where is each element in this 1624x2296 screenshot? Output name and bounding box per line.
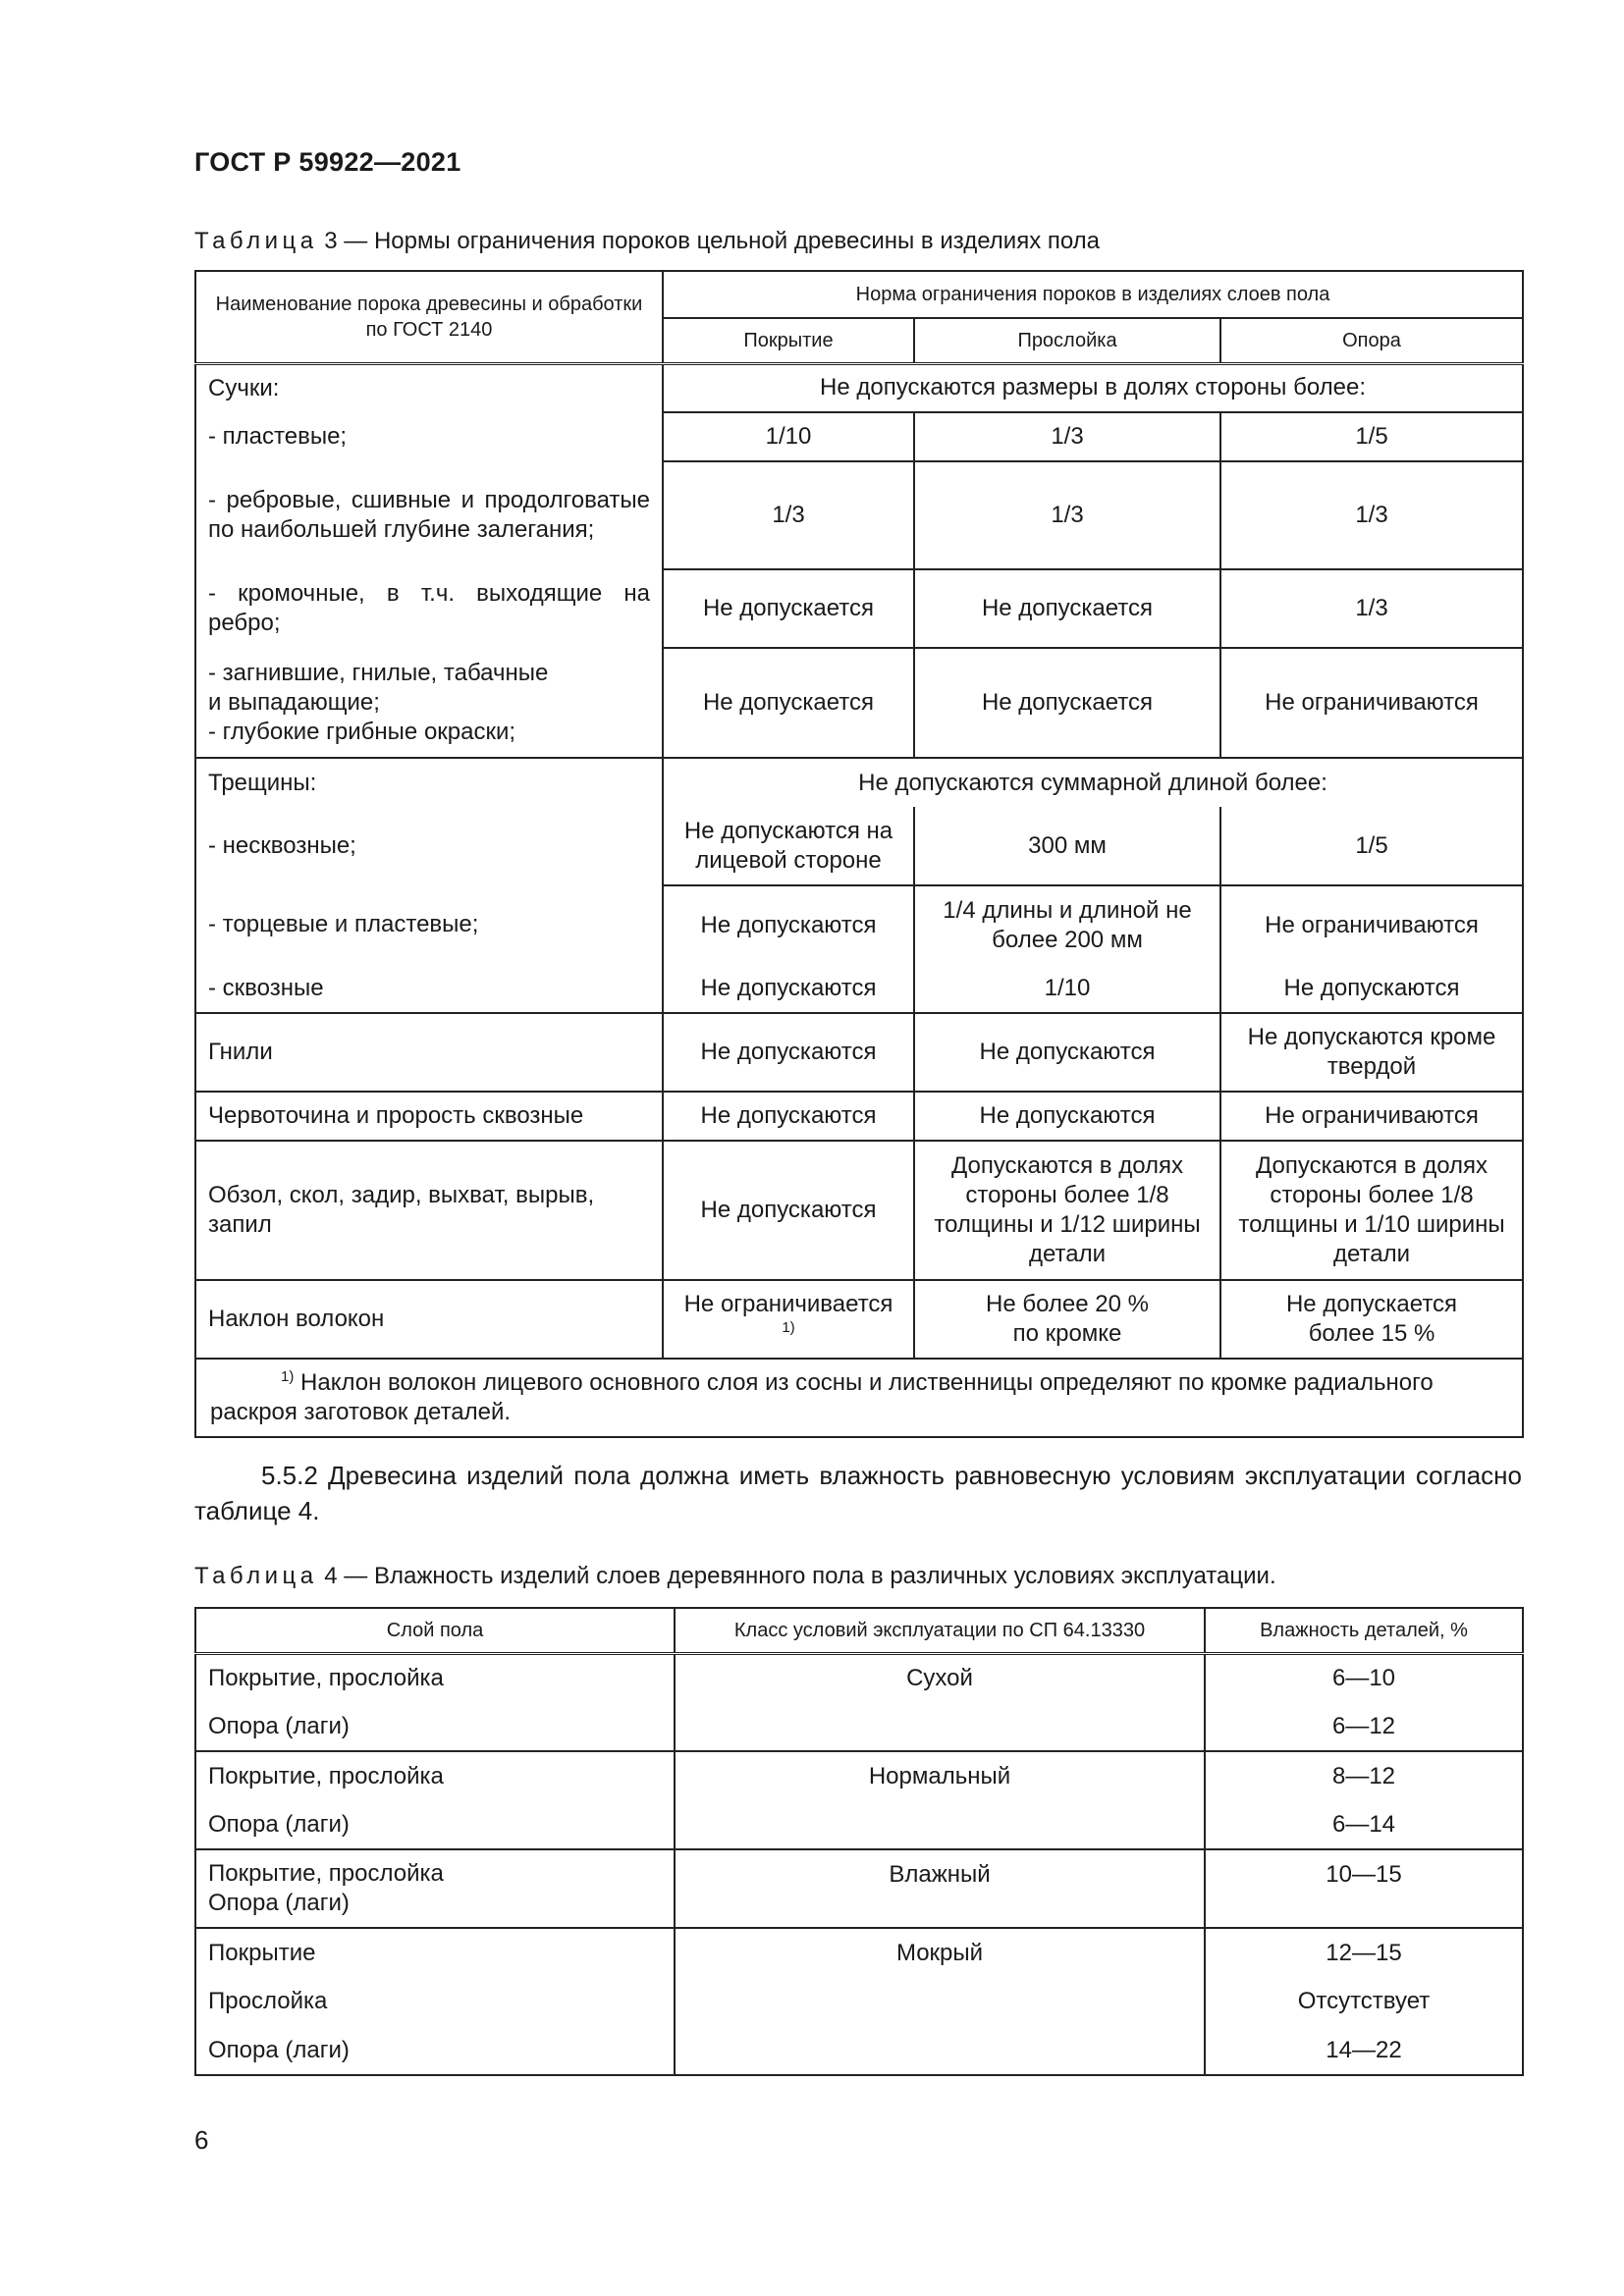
table-row — [195, 1849, 1523, 1928]
table-row — [195, 1702, 1523, 1751]
table3-cell-value: 1/5 — [1220, 807, 1523, 885]
table3-cell-value — [663, 1280, 914, 1359]
table3-footnote-text: Наклон волокон лицевого основного слоя из сосны и лиственницы определяют по кромке радиального раскроя заготовок деталей. — [210, 1369, 1434, 1425]
table3-cell-value: 1/10 — [663, 412, 914, 461]
table-row — [195, 1280, 1523, 1359]
table4-head-class: Класс условий эксплуатации по СП 64.13330 — [675, 1608, 1205, 1653]
table4-cell-layer: Опора (лаги) — [195, 1702, 675, 1751]
table3-cell-value: Не допускаются кроме твердой — [1220, 1013, 1523, 1092]
table-row — [195, 1013, 1523, 1092]
table3-cell-value: 1/5 — [1220, 412, 1523, 461]
table4-cell-class — [675, 1702, 1205, 1751]
table4-cell-class — [675, 1977, 1205, 2026]
table4-cell-layer: Прослойка — [195, 1977, 675, 2026]
table3-footnote — [195, 1359, 1523, 1437]
table3-cell-span: Не допускаются суммарной длиной более: — [663, 758, 1523, 807]
table3-cell-name: - кромочные, в т.ч. выходящие на ребро; — [195, 569, 663, 648]
table3-cell-name: Наклон волокон — [195, 1280, 663, 1359]
table-row — [195, 1977, 1523, 2026]
table4-cell-class — [675, 1800, 1205, 1849]
table3-cell-value: 1/3 — [914, 461, 1220, 569]
table3-cell-name: - пластевые; — [195, 412, 663, 461]
table4-caption-text: 4 — Влажность изделий слоев деревянного пола в различных условиях эксплуатации. — [317, 1563, 1276, 1589]
table4-cell-class: Нормальный — [675, 1751, 1205, 1800]
table3-cell-value: Допускаются в долях стороны более 1/8 толщины и 1/12 ширины детали — [914, 1141, 1220, 1280]
table4-cell-class — [675, 2026, 1205, 2075]
table3-cell-value: Не более 20 % по кромке — [914, 1280, 1220, 1359]
table3-cell-value: 1/3 — [1220, 461, 1523, 569]
table3 — [194, 270, 1524, 1438]
table3-cell-value: Не допускаются — [1220, 964, 1523, 1013]
table4-caption-label: Таблица — [194, 1563, 318, 1589]
table-row — [195, 1653, 1523, 1702]
table3-cell-value: 1/3 — [1220, 569, 1523, 648]
table3-cell-value: 1/3 — [914, 412, 1220, 461]
table-row — [195, 2026, 1523, 2075]
table4-cell-class: Сухой — [675, 1653, 1205, 1702]
table4 — [194, 1607, 1524, 2076]
table-row — [195, 1800, 1523, 1849]
table-row — [195, 461, 1523, 569]
table3-cell-name: - ребровые, сшивные и продолговатые по наибольшей глубине залегания; — [195, 461, 663, 569]
table3-caption-text: 3 — Нормы ограничения пороков цельной древесины в изделиях пола — [317, 228, 1101, 254]
table3-cell-value: Не допускается — [663, 648, 914, 758]
table-row — [195, 569, 1523, 648]
table3-head-col-prosloyka: Прослойка — [914, 318, 1220, 363]
table3-cell-value: 1/10 — [914, 964, 1220, 1013]
table3-head-col-pokrytie: Покрытие — [663, 318, 914, 363]
table3-cell-span: Не допускаются размеры в долях стороны более: — [663, 363, 1523, 412]
footnote-mark: 1) — [782, 1319, 795, 1336]
table3-cell-value: Не допускаются — [663, 964, 914, 1013]
table3-head-col-opora: Опора — [1220, 318, 1523, 363]
table3-caption-label: Таблица — [194, 228, 318, 254]
table3-cell-value: Не допускается — [914, 569, 1220, 648]
table3-cell-value: Не допускается более 15 % — [1220, 1280, 1523, 1359]
table4-cell-layer: Покрытие, прослойка — [195, 1653, 675, 1702]
footnote-mark: 1) — [281, 1368, 295, 1385]
table4-head-humidity: Влажность деталей, % — [1205, 1608, 1523, 1653]
table3-cell-name: Трещины: — [195, 758, 663, 807]
table3-cell-name: Обзол, скол, задир, выхват, вырыв, запил — [195, 1141, 663, 1280]
table4-cell-humidity: 14—22 — [1205, 2026, 1523, 2075]
page-number: 6 — [194, 2125, 209, 2155]
table3-cell-value: Не допускаются — [663, 1092, 914, 1141]
paragraph-5-5-2: 5.5.2 Древесина изделий пола должна иметь влажность равновесную условиям эксплуатации согласно таблице 4. — [194, 1461, 1522, 1525]
table3-cell-value-text: Не ограничивается — [683, 1291, 893, 1317]
table4-cell-class: Влажный — [675, 1849, 1205, 1928]
table3-cell-value: Не допускается — [663, 569, 914, 648]
table-row — [195, 1751, 1523, 1800]
document-code-header: ГОСТ Р 59922—2021 — [194, 147, 461, 177]
table3-cell-value: 1/4 длины и длиной не более 200 мм — [914, 885, 1220, 964]
table-row — [195, 885, 1523, 964]
table4-cell-layer: Покрытие, прослойка — [195, 1751, 675, 1800]
table3-head-group: Норма ограничения пороков в изделиях слоев пола — [663, 271, 1523, 318]
table4-cell-layer: Опора (лаги) — [195, 2026, 675, 2075]
table-row — [195, 1092, 1523, 1141]
table4-cell-humidity: 6—10 — [1205, 1653, 1523, 1702]
table4-cell-layer: Покрытие — [195, 1928, 675, 1977]
table3-cell-name: Червоточина и прорость сквозные — [195, 1092, 663, 1141]
table4-cell-humidity: 8—12 — [1205, 1751, 1523, 1800]
table4-caption — [194, 1563, 1276, 1590]
table-row — [195, 964, 1523, 1013]
table3-cell-name: - сквозные — [195, 964, 663, 1013]
table3-cell-value: Не допускаются — [914, 1013, 1220, 1092]
table3-cell-value: 1/3 — [663, 461, 914, 569]
table3-cell-value: Не ограничиваются — [1220, 885, 1523, 964]
table4-cell-layer: Покрытие, прослойка Опора (лаги) — [195, 1849, 675, 1928]
table4-cell-class: Мокрый — [675, 1928, 1205, 1977]
table4-head-layer: Слой пола — [195, 1608, 675, 1653]
table-row — [195, 1141, 1523, 1280]
table3-cell-value: Не ограничиваются — [1220, 1092, 1523, 1141]
table-row — [195, 412, 1523, 461]
table3-cell-name: - несквозные; — [195, 807, 663, 885]
table3-cell-value: Не допускаются — [663, 1141, 914, 1280]
table3-cell-value: Не допускаются — [663, 885, 914, 964]
table3-cell-value: Не ограничиваются — [1220, 648, 1523, 758]
table-row — [195, 648, 1523, 758]
table3-caption — [194, 228, 1100, 255]
table3-cell-name: - торцевые и пластевые; — [195, 885, 663, 964]
table4-cell-humidity: Отсутствует — [1205, 1977, 1523, 2026]
table3-cell-name: Сучки: — [195, 363, 663, 412]
table3-cell-name: Гнили — [195, 1013, 663, 1092]
table3-cell-value: Не допускаются — [663, 1013, 914, 1092]
table-row — [195, 1928, 1523, 1977]
table4-cell-humidity: 6—12 — [1205, 1702, 1523, 1751]
table3-cell-value: Не допускаются — [914, 1092, 1220, 1141]
table4-cell-layer: Опора (лаги) — [195, 1800, 675, 1849]
table3-cell-value: Не допускаются на лицевой стороне — [663, 807, 914, 885]
table4-cell-humidity: 12—15 — [1205, 1928, 1523, 1977]
table3-head-defect-name: Наименование порока древесины и обработки по ГОСТ 2140 — [195, 271, 663, 363]
table3-cell-value: Допускаются в долях стороны более 1/8 толщины и 1/10 ширины детали — [1220, 1141, 1523, 1280]
table4-cell-humidity: 6—14 — [1205, 1800, 1523, 1849]
table3-cell-name: - загнившие, гнилые, табачные и выпадающие; - глубокие грибные окраски; — [195, 648, 663, 758]
table-row — [195, 807, 1523, 885]
table3-cell-value: 300 мм — [914, 807, 1220, 885]
table3-cell-value: Не допускается — [914, 648, 1220, 758]
table4-cell-humidity: 10—15 — [1205, 1849, 1523, 1928]
